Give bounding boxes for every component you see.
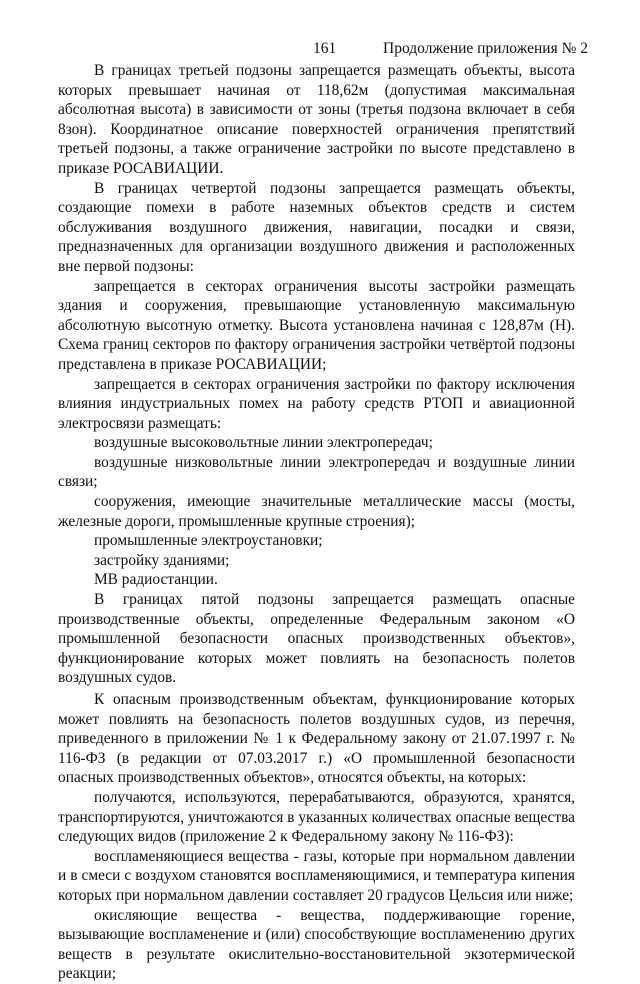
list-item-buildings: застройку зданиями; — [94, 551, 230, 569]
list-item-industrial-installations: промышленные электроустановки; — [94, 532, 323, 550]
paragraph-interference-restriction: запрещается в секторах ограничения застройки по фактору исключения влияния индустриальных помех на работу средств РТОП и авиационной электросвязи размещать: — [58, 375, 575, 432]
paragraph-oxidizing-substances: окисляющие вещества - вещества, поддерживающие горение, вызывающие воспламенение и (или) способствующие воспламенению других веществ в результате окислительно-восстановительной экзотермической реакции; — [58, 906, 575, 983]
list-item-low-voltage-lines: воздушные низковольтные линии электропередач и воздушные линии связи; — [58, 453, 575, 491]
paragraph-fourth-subzone: В границах четвертой подзоны запрещается размещать объекты, создающие помехи в работе наземных объектов средств и систем обслуживания воздушного движения, навигации, посадки и связи, предназначенных для организации воздушного движения и расположенных вне первой подзоны: — [58, 179, 575, 275]
paragraph-third-subzone: В границах третьей подзоны запрещается размещать объекты, высота которых превышает начиная от 118,62м (допустимая максимальная абсолютная высота) в зависимости от зоны (третья подзона включает в себя 8зон). Координатное описание поверхностей ограничения препятствий третьей подзоны, а также ограничение застройки по высоте представлено в приказе РОСАВИАЦИИ. — [58, 62, 575, 177]
document-body — [58, 61, 575, 984]
paragraph-height-restriction: запрещается в секторах ограничения высоты застройки размещать здания и сооружения, превышающие установленную максимальную абсолютную высотную отметку. Высота установлена начиная с 128,87м (Н). Схема границ секторов по фактору ограничения застройки четвёртой подзоны представлена в приказе РОСАВИАЦИИ; — [58, 277, 575, 373]
appendix-continuation-title: Продолжение приложения № 2 — [383, 40, 588, 57]
paragraph-hazardous-objects: К опасным производственным объектам, функционирование которых может повлиять на безопасность полетов воздушных судов, из перечня, приведенного в приложении № 1 к Федеральному закону от 21.07.1997 г. № 116-ФЗ (в редакции от 07.03.2017 г.) «О промышленной безопасности опасных производственных объектов», относятся объекты, на которых: — [58, 691, 575, 787]
list-item-metal-structures: сооружения, имеющие значительные металлические массы (мосты, железные дороги, промышленные крупные строения); — [58, 493, 575, 530]
list-item-vhf-radio-stations: МВ радиостанции. — [94, 571, 218, 589]
page-number: 161 — [313, 40, 337, 57]
paragraph-fifth-subzone: В границах пятой подзоны запрещается размещать опасные производственные объекты, определенные Федеральным законом «О промышленной безопасности опасных производственных объектов», функционирование которых может повлиять на безопасность полетов воздушных судов. — [58, 591, 575, 687]
page-header — [0, 40, 640, 60]
paragraph-flammable-substances: воспламеняющиеся вещества - газы, которые при нормальном давлении и в смеси с воздухом становятся воспламеняющимися, и температура кипения которых при нормальном давлении составляет 20 градусов Цельсия или ниже; — [58, 847, 575, 904]
paragraph-substances-handling: получаются, используются, перерабатываются, образуются, хранятся, транспортируются, уничтожаются в указанных количествах опасные вещества следующих видов (приложение 2 к Федеральному закону № 116-ФЗ): — [58, 788, 575, 846]
list-item-high-voltage-lines: воздушные высоковольтные линии электропередач; — [94, 434, 433, 452]
